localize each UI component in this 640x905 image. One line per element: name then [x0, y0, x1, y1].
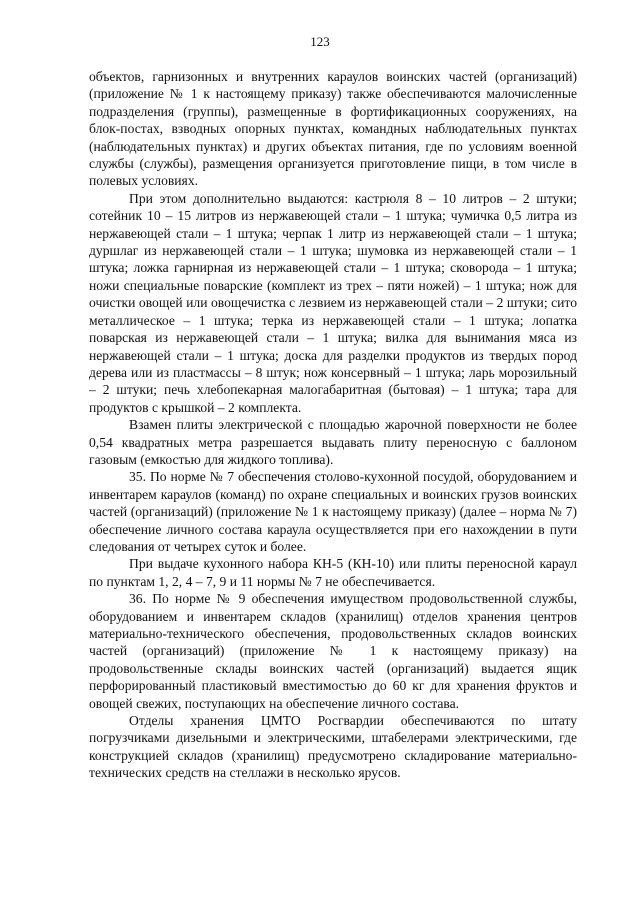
paragraph-clause-35: 35. По норме № 7 обеспечения столово-кухонной посудой, оборудованием и инвентарем караулов (команд) по охране специальных и воинских грузов воинских частей (организаций) (приложение № 1 к настоящему приказу) (далее – норма № 7) обеспечение личного состава караула осуществляется при его нахождении в пути следования от четырех суток и более.: [89, 469, 577, 554]
paragraph-additional-items: При этом дополнительно выдаются: кастрюля 8 – 10 литров – 2 штуки; сотейник 10 – 15 литров из нержавеющей стали – 1 штука; чумичка 0,5 литра из нержавеющей стали – 1 штука; черпак 1 литр из нержавеющей стали – 1 штука; дуршлаг из нержавеющей стали – 1 штука; шумовка из нержавеющей стали – 1 штука; ложка гарнирная из нержавеющей стали – 1 штука; сковорода – 1 штука; ножи специальные поварские (комплект из трех – пяти ножей) – 1 штука; нож для очистки овощей или овощечистка с лезвием из нержавеющей стали – 2 штуки; сито металлическое – 1 штука; терка из нержавеющей стали – 1 штука; лопатка поварская из нержавеющей стали – 1 штука; вилка для вынимания мяса из нержавеющей стали – 1 штука; доска для разделки продуктов из твердых пород дерева или из пластмассы – 8 штук; нож консервный – 1 штука; ларь морозильный – 2 штуки; печь хлебопекарная малогабаритная (бытовая) – 1 штука; тара для продуктов с крышкой – 2 комплекта.: [89, 190, 577, 415]
body-text: [89, 68, 577, 782]
paragraph-storage-departments: Отделы хранения ЦМТО Росгвардии обеспечиваются по штату погрузчиками дизельными и электрическими, штабелерами электрическими, где конструкцией складов (хранилищ) предусмотрено складирование материально-технических средств на стеллажи в несколько ярусов.: [89, 713, 577, 781]
page-number: 123: [310, 34, 330, 49]
paragraph-clause-36: 36. По норме № 9 обеспечения имуществом продовольственной службы, оборудованием и инвентарем складов (хранилищ) отделов хранения центров материально-технического обеспечения, продовольственных складов воинских частей (организаций) (приложение № 1 к настоящему приказу) на продовольственные склады воинских частей (организаций) выдается ящик перфорированный пластиковый вместимостью до 60 кг для хранения фруктов и овощей свежих, поступающих на обеспечение личного состава.: [89, 591, 577, 711]
paragraph-kitchen-set: При выдаче кухонного набора КН-5 (КН-10) или плиты переносной караул по пунктам 1, 2, 4 – 7, 9 и 11 нормы № 7 не обеспечивается.: [89, 556, 577, 589]
paragraph-continuation: объектов, гарнизонных и внутренних караулов воинских частей (организаций) (приложение № 1 к настоящему приказу) также обеспечиваются малочисленные подразделения (группы), размещенные в фортификационных сооружениях, на блок-постах, взводных опорных пунктах, командных наблюдательных пунктах (наблюдательных пунктах) и других объектах питания, где по условиям военной службы (службы), размещения организуется приготовление пищи, в том числе в полевых условиях.: [89, 69, 577, 189]
paragraph-stove-replacement: Взамен плиты электрической с площадью жарочной поверхности не более 0,54 квадратных метра разрешается выдавать плиту переносную с баллоном газовым (емкостью для жидкого топлива).: [89, 417, 577, 467]
